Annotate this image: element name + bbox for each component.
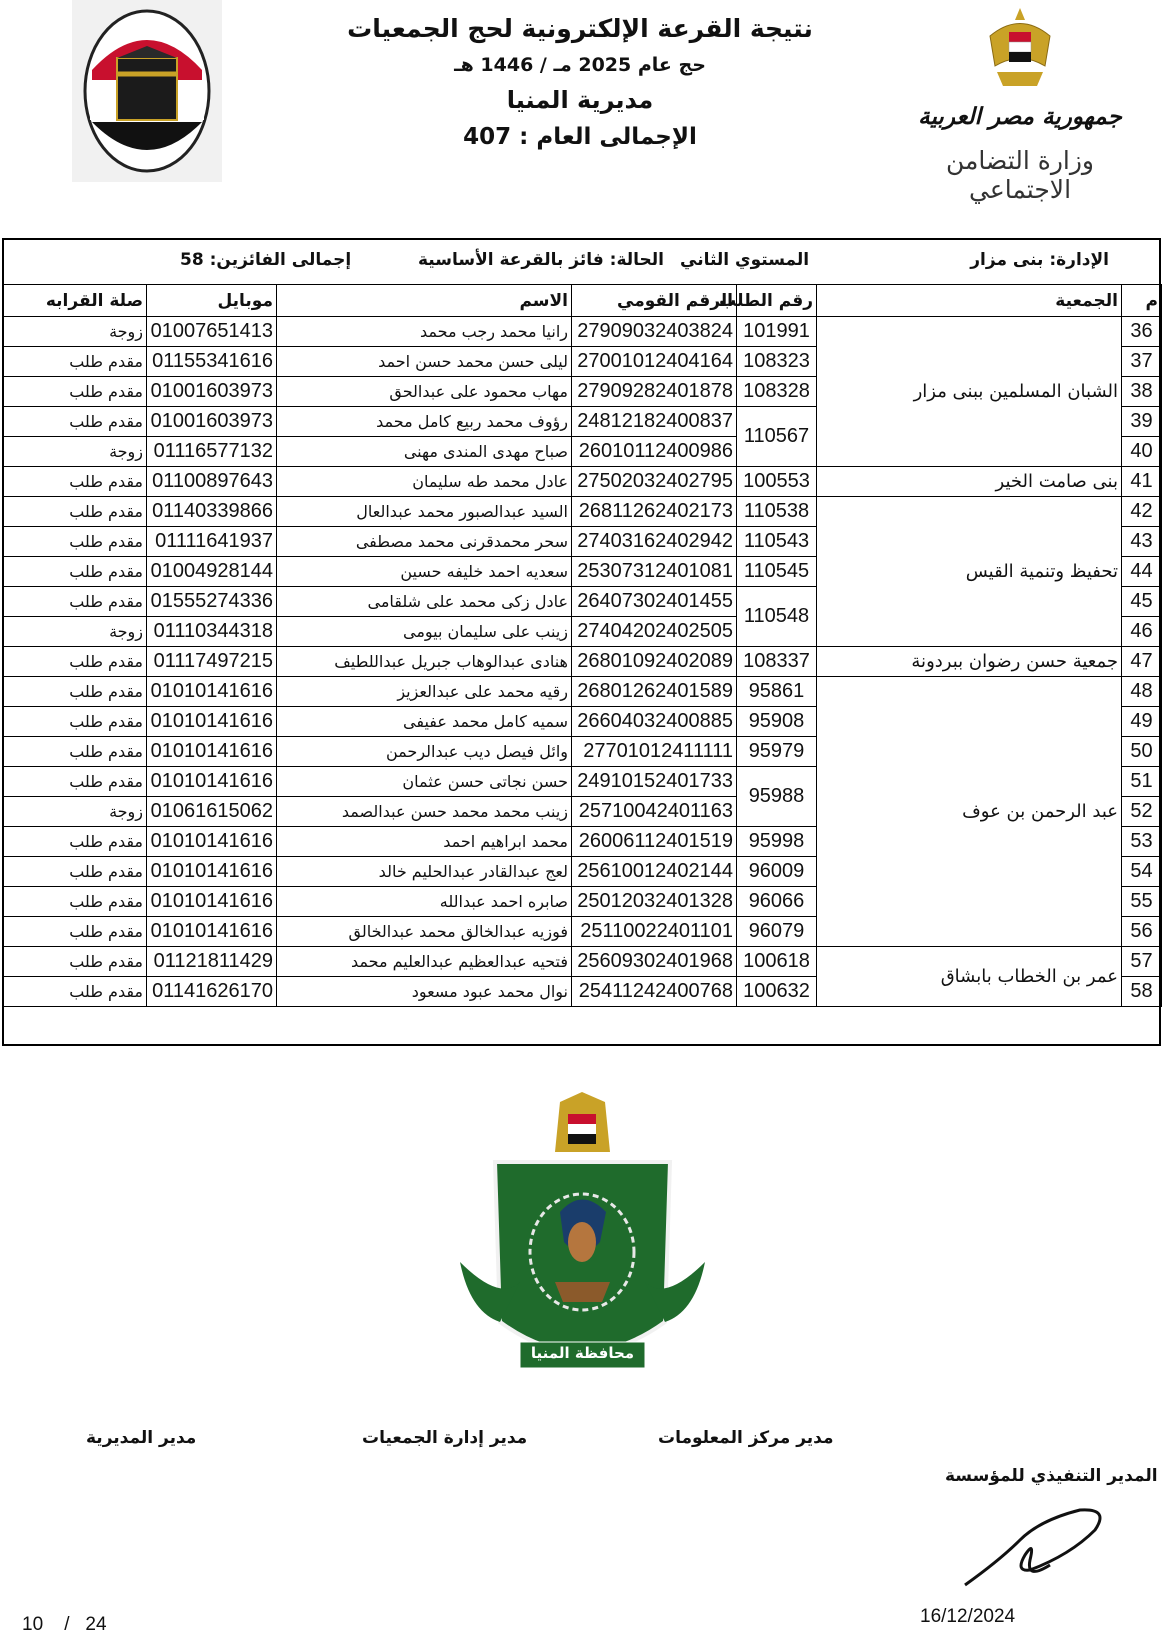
national-id-cell: 26811262402173 (572, 497, 737, 527)
mobile-cell: 01004928144 (147, 557, 277, 587)
national-id-cell: 25609302401968 (572, 947, 737, 977)
request-number-cell: 95861 (737, 677, 817, 707)
name-cell: سعديه احمد خليفه حسين (277, 557, 572, 587)
administration-info: الإدارة: بنى مزار (970, 250, 1109, 270)
row-number: 57 (1122, 947, 1162, 977)
name-cell: فوزيه عبدالخالق محمد عبدالخالق (277, 917, 572, 947)
national-id-cell: 27404202402505 (572, 617, 737, 647)
mobile-cell: 01155341616 (147, 347, 277, 377)
name-cell: محمد ابراهيم احمد (277, 827, 572, 857)
row-number: 50 (1122, 737, 1162, 767)
mobile-cell: 01100897643 (147, 467, 277, 497)
request-number-cell: 110538 (737, 497, 817, 527)
directorate-title: مديرية المنيا (506, 86, 654, 114)
name-cell: زينب على سليمان بيومى (277, 617, 572, 647)
row-number: 41 (1122, 467, 1162, 497)
table-row (3, 497, 1162, 527)
national-id-cell: 25307312401081 (572, 557, 737, 587)
request-number-cell: 110548 (737, 587, 817, 647)
mobile-cell: 01010141616 (147, 767, 277, 797)
name-cell: صابره احمد عبدالله (277, 887, 572, 917)
relation-cell: زوجة (3, 797, 147, 827)
relation-cell: مقدم طلب (3, 557, 147, 587)
table-row (3, 647, 1162, 677)
name-cell: السيد عبدالصبور محمد عبدالعال (277, 497, 572, 527)
name-cell: فتحيه عبدالعظيم عبدالعليم محمد (277, 947, 572, 977)
row-number: 53 (1122, 827, 1162, 857)
row-number: 43 (1122, 527, 1162, 557)
row-number: 44 (1122, 557, 1162, 587)
national-id-cell: 26407302401455 (572, 587, 737, 617)
request-number-cell: 95998 (737, 827, 817, 857)
col-national-id: الرقم القومي (572, 285, 737, 317)
sig-info-center-manager: مدير مركز المعلومات (658, 1428, 834, 1448)
sig-executive-director: المدير التنفيذي للمؤسسة (945, 1466, 1158, 1486)
national-id-cell: 26801262401589 (572, 677, 737, 707)
results-table (2, 284, 1162, 1007)
row-number: 36 (1122, 317, 1162, 347)
row-number: 38 (1122, 377, 1162, 407)
col-association: الجمعية (817, 285, 1122, 317)
national-id-cell: 26801092402089 (572, 647, 737, 677)
document-title: نتيجة القرعة الإلكترونية لحج الجمعيات (347, 14, 813, 43)
relation-cell: مقدم طلب (3, 347, 147, 377)
name-cell: صباح مهدى المندى مهنى (277, 437, 572, 467)
request-number-cell: 100632 (737, 977, 817, 1007)
ministry-name: وزارة التضامن الاجتماعي (945, 146, 1095, 204)
request-number-cell: 110545 (737, 557, 817, 587)
request-number-cell: 95988 (737, 767, 817, 827)
sig-directorate-manager: مدير المديرية (86, 1428, 197, 1448)
hajj-foundation-logo (72, 0, 222, 182)
row-number: 55 (1122, 887, 1162, 917)
relation-cell: زوجة (3, 617, 147, 647)
table-header-row (3, 285, 1162, 317)
association-cell: عبد الرحمن بن عوف (817, 677, 1122, 947)
level-info: المستوي الثاني (680, 250, 810, 270)
national-id-cell: 27909032403824 (572, 317, 737, 347)
relation-cell: زوجة (3, 317, 147, 347)
relation-cell: مقدم طلب (3, 587, 147, 617)
mobile-cell: 01010141616 (147, 917, 277, 947)
row-number: 40 (1122, 437, 1162, 467)
sig-associations-manager: مدير إدارة الجمعيات (362, 1428, 528, 1448)
national-id-cell: 24812182400837 (572, 407, 737, 437)
mobile-cell: 01010141616 (147, 857, 277, 887)
row-number: 46 (1122, 617, 1162, 647)
request-number-cell: 95908 (737, 707, 817, 737)
national-id-cell: 26006112401519 (572, 827, 737, 857)
mobile-cell: 01110344318 (147, 617, 277, 647)
row-number: 37 (1122, 347, 1162, 377)
name-cell: حسن نجاتى حسن عثمان (277, 767, 572, 797)
table-row (3, 317, 1162, 347)
mobile-cell: 01007651413 (147, 317, 277, 347)
row-number: 49 (1122, 707, 1162, 737)
relation-cell: مقدم طلب (3, 977, 147, 1007)
request-number-cell: 96009 (737, 857, 817, 887)
national-id-cell: 27701012411111 (572, 737, 737, 767)
request-number-cell: 96079 (737, 917, 817, 947)
relation-cell: مقدم طلب (3, 947, 147, 977)
egypt-eagle-icon (985, 6, 1055, 96)
table-row (3, 947, 1162, 977)
name-cell: رقيه محمد على عبدالعزيز (277, 677, 572, 707)
national-id-cell: 25610012402144 (572, 857, 737, 887)
relation-cell: مقدم طلب (3, 827, 147, 857)
mobile-cell: 01061615062 (147, 797, 277, 827)
status-info: الحالة: فائز بالقرعة الأساسية (418, 250, 665, 270)
relation-cell: مقدم طلب (3, 857, 147, 887)
national-id-cell: 24910152401733 (572, 767, 737, 797)
row-number: 45 (1122, 587, 1162, 617)
name-cell: زينب محمد محمد حسن عبدالصمد (277, 797, 572, 827)
relation-cell: مقدم طلب (3, 407, 147, 437)
relation-cell: مقدم طلب (3, 707, 147, 737)
name-cell: رانيا محمد رجب محمد (277, 317, 572, 347)
governorate-name: محافظة المنيا (530, 1344, 635, 1362)
minya-governorate-logo (460, 1092, 705, 1412)
mobile-cell: 01010141616 (147, 677, 277, 707)
relation-cell: مقدم طلب (3, 497, 147, 527)
mobile-cell: 01141626170 (147, 977, 277, 1007)
row-number: 56 (1122, 917, 1162, 947)
relation-cell: زوجة (3, 437, 147, 467)
national-id-cell: 26604032400885 (572, 707, 737, 737)
row-number: 52 (1122, 797, 1162, 827)
request-number-cell: 100553 (737, 467, 817, 497)
name-cell: عادل محمد طه سليمان (277, 467, 572, 497)
row-number: 51 (1122, 767, 1162, 797)
relation-cell: مقدم طلب (3, 647, 147, 677)
national-id-cell: 25710042401163 (572, 797, 737, 827)
name-cell: سميه كامل محمد عفيفى (277, 707, 572, 737)
row-number: 47 (1122, 647, 1162, 677)
association-cell: عمر بن الخطاب بابشاق (817, 947, 1122, 1007)
national-id-cell: 25012032401328 (572, 887, 737, 917)
national-id-cell: 25110022401101 (572, 917, 737, 947)
request-number-cell: 108337 (737, 647, 817, 677)
page-number: 10 / 24 (22, 1614, 107, 1635)
mobile-cell: 01121811429 (147, 947, 277, 977)
name-cell: عادل زكى محمد على شلقامى (277, 587, 572, 617)
relation-cell: مقدم طلب (3, 917, 147, 947)
relation-cell: مقدم طلب (3, 527, 147, 557)
footer-date: 16/12/2024 (920, 1606, 1016, 1627)
name-cell: لعج عبدالقادر عبدالحليم خالد (277, 857, 572, 887)
grand-total: الإجمالى العام : 407 (463, 124, 697, 150)
name-cell: وائل فيصل ديب عبدالرحمن (277, 737, 572, 767)
col-relation: صلة القرابه (3, 285, 147, 317)
col-mobile: موبايل (147, 285, 277, 317)
name-cell: ليلى حسن محمد حسن احمد (277, 347, 572, 377)
table-row (3, 467, 1162, 497)
winners-total: إجمالى الفائزين: 58 (180, 250, 352, 270)
name-cell: رؤوف محمد ربيع كامل محمد (277, 407, 572, 437)
request-number-cell: 110543 (737, 527, 817, 557)
association-cell: الشبان المسلمين ببنى مزار (817, 317, 1122, 467)
mobile-cell: 01001603973 (147, 377, 277, 407)
row-number: 54 (1122, 857, 1162, 887)
document-subtitle: حج عام 2025 مـ / 1446 هـ (454, 54, 706, 76)
mobile-cell: 01555274336 (147, 587, 277, 617)
row-number: 48 (1122, 677, 1162, 707)
mobile-cell: 01010141616 (147, 887, 277, 917)
national-id-cell: 27502032402795 (572, 467, 737, 497)
relation-cell: مقدم طلب (3, 887, 147, 917)
association-cell: بنى صامت الخير (817, 467, 1122, 497)
relation-cell: مقدم طلب (3, 767, 147, 797)
mobile-cell: 01117497215 (147, 647, 277, 677)
relation-cell: مقدم طلب (3, 467, 147, 497)
republic-name: جمهورية مصر العربية (918, 104, 1122, 130)
relation-cell: مقدم طلب (3, 677, 147, 707)
mobile-cell: 01010141616 (147, 707, 277, 737)
mobile-cell: 01140339866 (147, 497, 277, 527)
request-number-cell: 108323 (737, 347, 817, 377)
row-number: 42 (1122, 497, 1162, 527)
relation-cell: مقدم طلب (3, 377, 147, 407)
national-id-cell: 27403162402942 (572, 527, 737, 557)
row-number: 39 (1122, 407, 1162, 437)
association-cell: جمعية حسن رضوان ببردونة (817, 647, 1122, 677)
national-id-cell: 27909282401878 (572, 377, 737, 407)
national-id-cell: 27001012404164 (572, 347, 737, 377)
row-number: 58 (1122, 977, 1162, 1007)
name-cell: نوال محمد عبود مسعود (277, 977, 572, 1007)
request-number-cell: 101991 (737, 317, 817, 347)
association-cell: تحفيظ وتنمية القيس (817, 497, 1122, 647)
request-number-cell: 100618 (737, 947, 817, 977)
handwritten-signature (960, 1500, 1110, 1595)
col-request: رقم الطلب (737, 285, 817, 317)
mobile-cell: 01001603973 (147, 407, 277, 437)
mobile-cell: 01111641937 (147, 527, 277, 557)
name-cell: مهاب محمود على عبدالحق (277, 377, 572, 407)
request-number-cell: 95979 (737, 737, 817, 767)
request-number-cell: 110567 (737, 407, 817, 467)
national-id-cell: 25411242400768 (572, 977, 737, 1007)
request-number-cell: 108328 (737, 377, 817, 407)
col-num: م (1122, 285, 1162, 317)
name-cell: هنادى عبدالوهاب جبريل عبداللطيف (277, 647, 572, 677)
request-number-cell: 96066 (737, 887, 817, 917)
col-name: الاسم (277, 285, 572, 317)
mobile-cell: 01010141616 (147, 737, 277, 767)
table-row (3, 677, 1162, 707)
mobile-cell: 01010141616 (147, 827, 277, 857)
national-id-cell: 26010112400986 (572, 437, 737, 467)
relation-cell: مقدم طلب (3, 737, 147, 767)
mobile-cell: 01116577132 (147, 437, 277, 467)
name-cell: سحر محمدقرنى محمد مصطفى (277, 527, 572, 557)
